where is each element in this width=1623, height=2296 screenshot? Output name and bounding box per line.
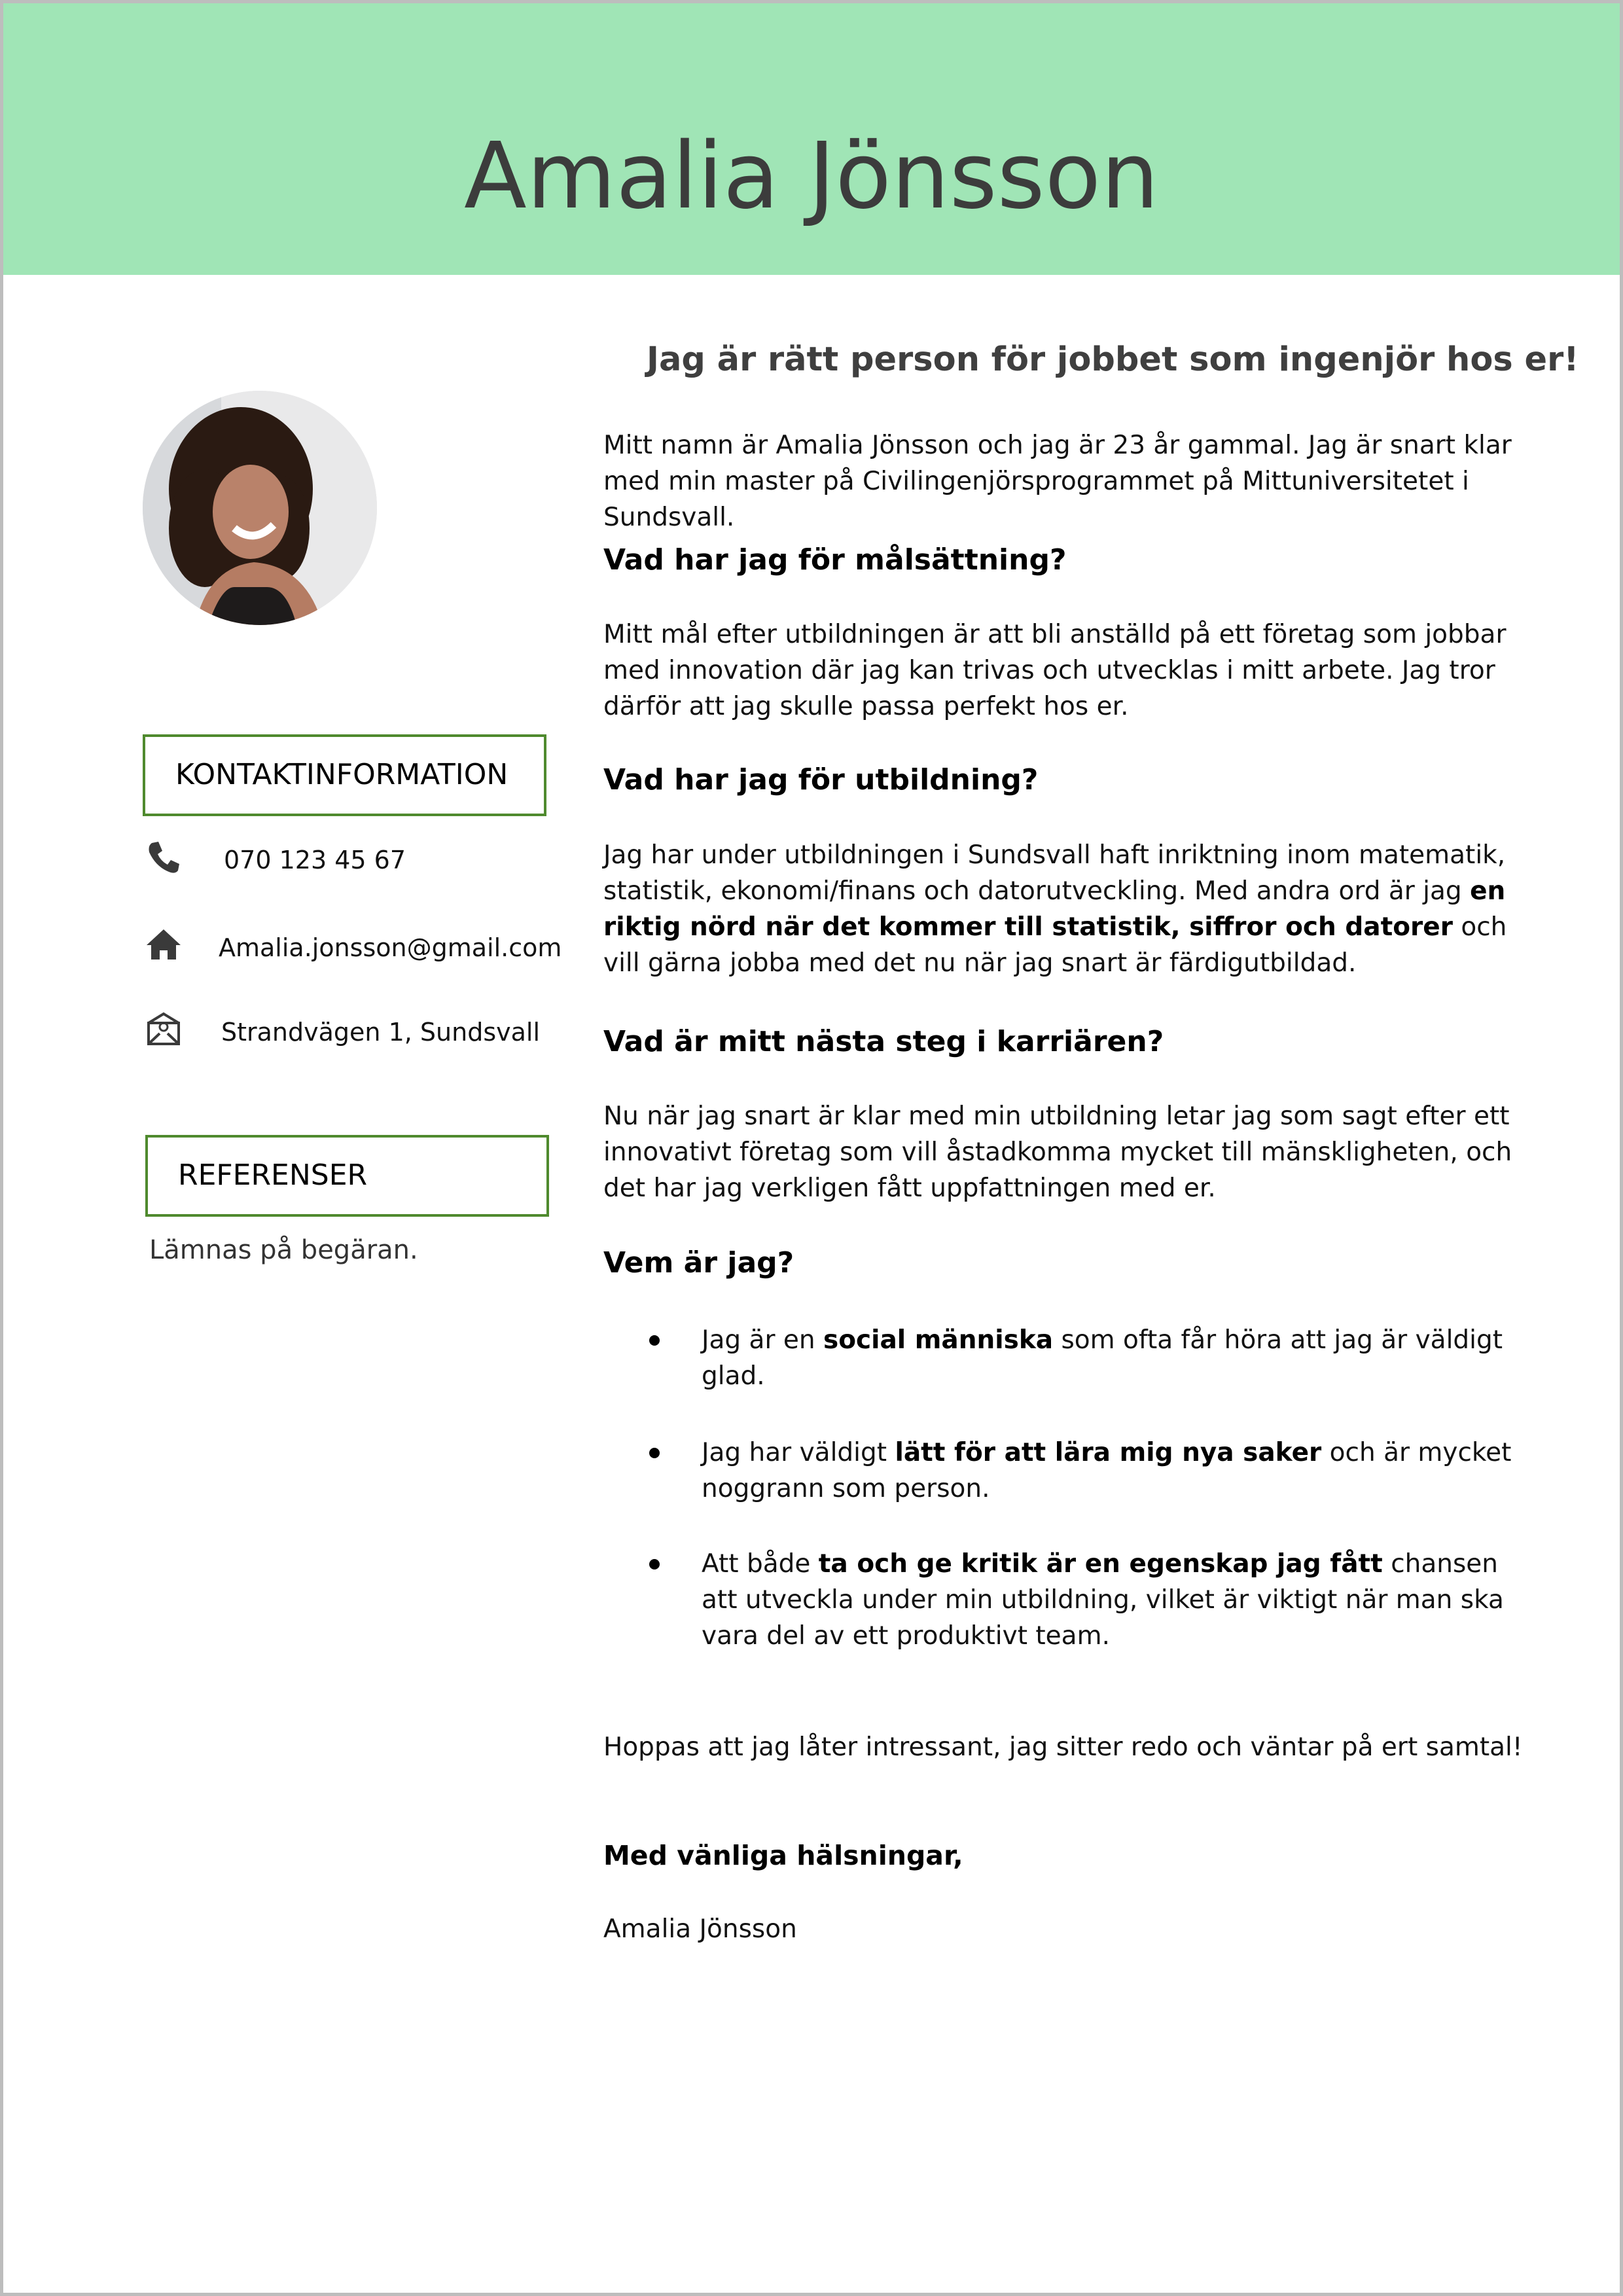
home-icon	[145, 927, 182, 963]
closing-paragraph: Hoppas att jag låter intressant, jag sitter redo och väntar på ert samtal!	[603, 1732, 1523, 1762]
postal-address: Strandvägen 1, Sundsvall	[221, 1018, 541, 1047]
bullet-dot	[649, 1448, 660, 1458]
heading-who-am-i: Vem är jag?	[603, 1246, 794, 1280]
contact-info-title: KONTAKTINFORMATION	[175, 758, 508, 791]
applicant-name: Amalia Jönsson	[464, 123, 1159, 230]
references-box	[145, 1135, 549, 1217]
education-paragraph: Jag har under utbildningen i Sundsvall haft inriktning inom matematik, statistik, ekonomi/finans och datorutveckling. Med andra ord är jag en riktig nörd när det kommer till statistik, siffror och datorer och vill gärna jobba med det nu när jag snart är färdigutbildad.	[603, 840, 1507, 978]
bullet-dot	[649, 1335, 660, 1346]
phone-icon	[145, 839, 182, 876]
phone-number: 070 123 45 67	[224, 846, 406, 874]
list-item: Jag är en social människa som ofta får höra att jag är väldigt glad.	[702, 1322, 1533, 1394]
signoff: Med vänliga hälsningar,	[603, 1840, 963, 1871]
list-item: Att både ta och ge kritik är en egenskap jag fått chansen att utveckla under min utbildning, vilket är viktigt när man ska vara del av ett produktivt team.	[702, 1546, 1533, 1654]
list-item: Jag har väldigt lätt för att lära mig nya saker och är mycket noggrann som person.	[702, 1435, 1533, 1507]
signature: Amalia Jönsson	[603, 1914, 797, 1944]
contact-email	[143, 927, 562, 973]
email-address: Amalia.jonsson@gmail.com	[219, 933, 562, 962]
mail-envelope-icon	[145, 1011, 182, 1048]
contact-address	[143, 1011, 548, 1057]
intro-paragraph: Mitt namn är Amalia Jönsson och jag är 23 år gammal. Jag är snart klar med min master på Civilingenjörsprogrammet på Mittuniversitetet i Sundsvall.	[603, 431, 1512, 532]
cover-letter-headline: Jag är rätt person för jobbet som ingenjör hos er!	[647, 340, 1579, 379]
profile-photo	[143, 391, 377, 625]
next-step-paragraph: Nu när jag snart är klar med min utbildning letar jag som sagt efter ett innovativt företag som vill åstadkomma mycket till mänskligheten, och det har jag verkligen fått uppfattningen med er.	[603, 1102, 1512, 1203]
header-banner	[3, 3, 1620, 275]
references-text: Lämnas på begäran.	[149, 1235, 418, 1265]
heading-next-step: Vad är mitt nästa steg i karriären?	[603, 1025, 1164, 1058]
contact-phone	[143, 839, 548, 885]
goals-paragraph: Mitt mål efter utbildningen är att bli anställd på ett företag som jobbar med innovation där jag kan trivas och utvecklas i mitt arbete. Jag tror därför att jag skulle passa perfekt hos er.	[603, 620, 1507, 721]
contact-info-box	[143, 734, 546, 816]
heading-goals: Vad har jag för målsättning?	[603, 543, 1067, 577]
bullet-dot	[649, 1559, 660, 1570]
references-title: REFERENSER	[178, 1158, 368, 1192]
heading-education: Vad har jag för utbildning?	[603, 763, 1039, 797]
